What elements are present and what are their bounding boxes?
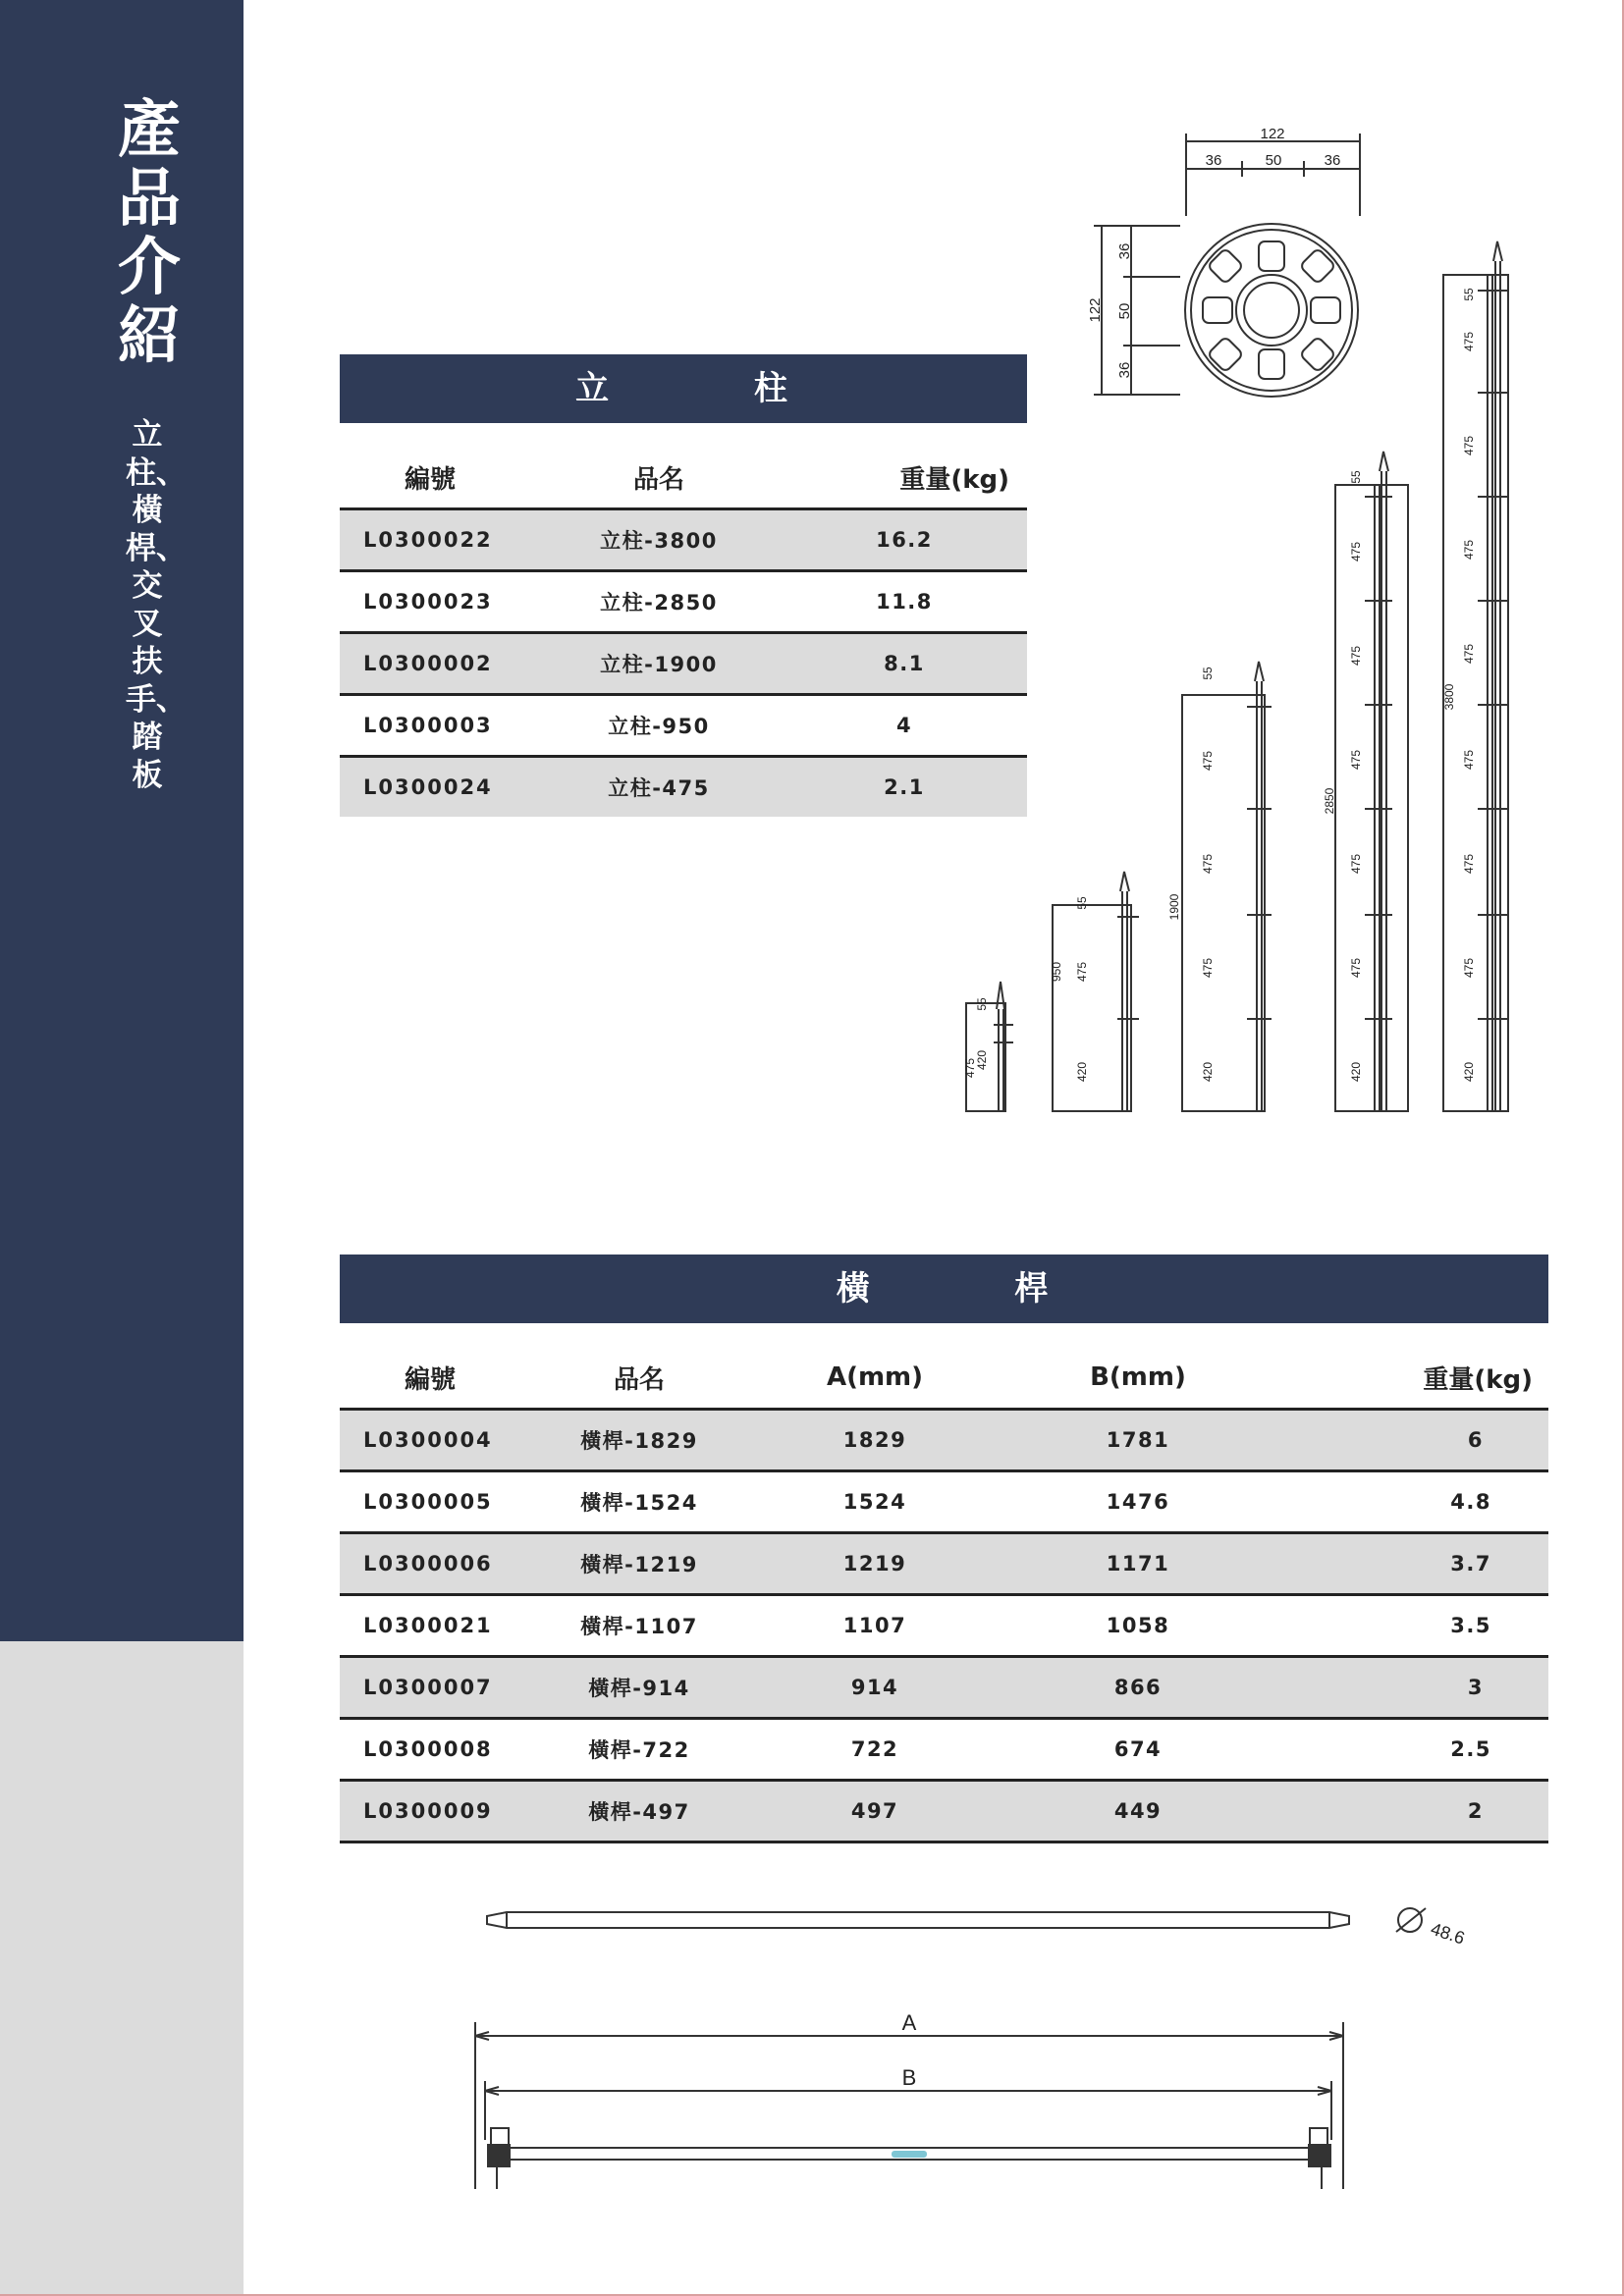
ledger-code: L0300007: [340, 1657, 536, 1719]
post-3800-segment-label: 475: [1462, 331, 1476, 352]
ledger-header-b: B(mm): [1007, 1347, 1269, 1410]
page-title: 產品介紹: [118, 94, 181, 373]
post-3800-segment-label: 475: [1462, 853, 1476, 875]
ledger-header-name: 品名: [536, 1347, 742, 1410]
ledger-code: L0300009: [340, 1781, 536, 1842]
dimension-b-label: B: [901, 2065, 917, 2090]
post-weight: 16.2: [782, 509, 1027, 571]
table-row: [340, 1719, 1548, 1781]
ledger-b: 1781: [1007, 1410, 1269, 1471]
post-2850-overall-label: 2850: [1323, 787, 1336, 815]
post-section-header: [340, 354, 1027, 423]
page-subtitle: 立柱、橫桿、交叉扶手、踏板: [126, 417, 187, 793]
post-code: L0300023: [340, 571, 536, 633]
ledger-weight: 2: [1269, 1781, 1548, 1842]
post-3800-segment-label: 475: [1462, 435, 1476, 456]
post-2850-segment-label: 475: [1349, 749, 1363, 771]
post-1900-base-label: 420: [1201, 1061, 1215, 1083]
ledger-name: 橫桿-722: [536, 1719, 742, 1781]
post-name: 立柱-950: [536, 695, 782, 757]
ledger-a: 1829: [742, 1410, 1007, 1471]
post-475-top-label: 55: [975, 997, 989, 1011]
ledger-weight: 3: [1269, 1657, 1548, 1719]
ledger-a: 1107: [742, 1595, 1007, 1657]
rosette-overall-height: 122: [1087, 297, 1104, 323]
ledger-header-a: A(mm): [742, 1347, 1007, 1410]
rosette-center-height: 50: [1116, 302, 1133, 320]
post-section-title-char-2: 柱: [753, 369, 791, 408]
ledger-code: L0300005: [340, 1471, 536, 1533]
ledger-a: 914: [742, 1657, 1007, 1719]
post-475-base-label: 420: [975, 1049, 989, 1071]
ledger-dimension-drawing: [461, 2012, 1365, 2209]
ledger-code: L0300004: [340, 1410, 536, 1471]
post-950-base-label: 420: [1075, 1061, 1089, 1083]
post-code: L0300024: [340, 757, 536, 818]
ledger-a: 1219: [742, 1533, 1007, 1595]
ledger-b: 674: [1007, 1719, 1269, 1781]
post-3800-overall-label: 3800: [1442, 683, 1456, 711]
rosette-overall-width: 122: [1260, 126, 1285, 142]
ledger-name: 橫桿-1219: [536, 1533, 742, 1595]
ledger-section-title-char-2: 桿: [1014, 1269, 1053, 1308]
rosette-side-top: 36: [1116, 242, 1133, 260]
ledger-b: 1476: [1007, 1471, 1269, 1533]
ledger-name: 橫桿-1107: [536, 1595, 742, 1657]
post-475-overall-label: 475: [963, 1057, 977, 1079]
post-3800-segment-label: 475: [1462, 749, 1476, 771]
sidebar-footer-panel: [0, 1641, 244, 2296]
dimension-a-label: A: [901, 2010, 917, 2035]
ledger-tube-drawing: [471, 1895, 1502, 1973]
post-950-overall-label: 950: [1050, 961, 1063, 983]
post-header-weight: 重量(kg): [782, 447, 1027, 509]
post-3800-segment-label: 475: [1462, 957, 1476, 979]
post-2850-segment-label: 475: [1349, 957, 1363, 979]
post-2850-base-label: 420: [1349, 1061, 1363, 1083]
table-row: [340, 1657, 1548, 1719]
post-weight: 8.1: [782, 633, 1027, 695]
table-row: [340, 1595, 1548, 1657]
table-row: [340, 571, 1027, 633]
post-name: 立柱-475: [536, 757, 782, 818]
post-1900-segment-label: 475: [1201, 853, 1215, 875]
ledger-name: 橫桿-914: [536, 1657, 742, 1719]
post-header-name: 品名: [536, 447, 782, 509]
post-drawing: [943, 236, 1532, 1119]
ledger-b: 1171: [1007, 1533, 1269, 1595]
ledger-table-header-row: [340, 1347, 1548, 1410]
rosette-side-bottom: 36: [1116, 361, 1133, 379]
post-name: 立柱-1900: [536, 633, 782, 695]
post-3800-top-label: 55: [1462, 288, 1476, 301]
post-3800-segment-label: 475: [1462, 643, 1476, 665]
post-2850-top-label: 55: [1349, 470, 1363, 484]
post-code: L0300002: [340, 633, 536, 695]
ledger-weight: 3.5: [1269, 1595, 1548, 1657]
ledger-name: 橫桿-497: [536, 1781, 742, 1842]
table-row: [340, 1781, 1548, 1842]
table-row: [340, 695, 1027, 757]
rosette-center-width: 50: [1265, 152, 1282, 169]
post-2850-segment-label: 475: [1349, 645, 1363, 667]
ledger-weight: 3.7: [1269, 1533, 1548, 1595]
ledger-header-code: 編號: [340, 1347, 536, 1410]
ledger-name: 橫桿-1524: [536, 1471, 742, 1533]
post-2850-segment-label: 475: [1349, 541, 1363, 562]
post-950-top-label: 55: [1075, 896, 1089, 910]
ledger-weight: 6: [1269, 1410, 1548, 1471]
rosette-side-right: 36: [1324, 152, 1341, 169]
post-3800-segment-label: 475: [1462, 539, 1476, 561]
ledger-section-title-char-1: 橫: [836, 1269, 874, 1308]
post-1900-top-label: 55: [1201, 667, 1215, 680]
table-row: [340, 1533, 1548, 1595]
ledger-code: L0300008: [340, 1719, 536, 1781]
ledger-code: L0300006: [340, 1533, 536, 1595]
table-row: [340, 633, 1027, 695]
tube-diameter-label: 48.6: [1428, 1918, 1468, 1949]
post-1900-segment-label: 475: [1201, 750, 1215, 772]
post-1900-segment-label: 475: [1201, 957, 1215, 979]
post-name: 立柱-3800: [536, 509, 782, 571]
post-name: 立柱-2850: [536, 571, 782, 633]
ledger-b: 1058: [1007, 1595, 1269, 1657]
post-table-header-row: [340, 447, 1027, 509]
post-weight: 11.8: [782, 571, 1027, 633]
post-code: L0300003: [340, 695, 536, 757]
ledger-weight: 4.8: [1269, 1471, 1548, 1533]
table-row: [340, 1410, 1548, 1471]
post-weight: 2.1: [782, 757, 1027, 818]
post-section-title-char-1: 立: [575, 369, 614, 408]
table-row: [340, 509, 1027, 571]
ledger-section-header: [340, 1255, 1548, 1323]
rosette-side-left: 36: [1205, 152, 1222, 169]
post-weight: 4: [782, 695, 1027, 757]
post-3800-base-label: 420: [1462, 1061, 1476, 1083]
ledger-weight: 2.5: [1269, 1719, 1548, 1781]
table-row: [340, 1471, 1548, 1533]
post-1900-overall-label: 1900: [1167, 893, 1181, 921]
ledger-b: 866: [1007, 1657, 1269, 1719]
ledger-name: 橫桿-1829: [536, 1410, 742, 1471]
post-2850-segment-label: 475: [1349, 853, 1363, 875]
table-row: [340, 757, 1027, 818]
ledger-a: 497: [742, 1781, 1007, 1842]
ledger-b: 449: [1007, 1781, 1269, 1842]
ledger-header-weight: 重量(kg): [1269, 1347, 1548, 1410]
post-spec-table: [340, 447, 1027, 817]
ledger-spec-table: [340, 1347, 1548, 1843]
post-950-segment-label: 475: [1075, 961, 1089, 983]
ledger-a: 722: [742, 1719, 1007, 1781]
ledger-a: 1524: [742, 1471, 1007, 1533]
ledger-code: L0300021: [340, 1595, 536, 1657]
post-code: L0300022: [340, 509, 536, 571]
post-header-code: 編號: [340, 447, 536, 509]
